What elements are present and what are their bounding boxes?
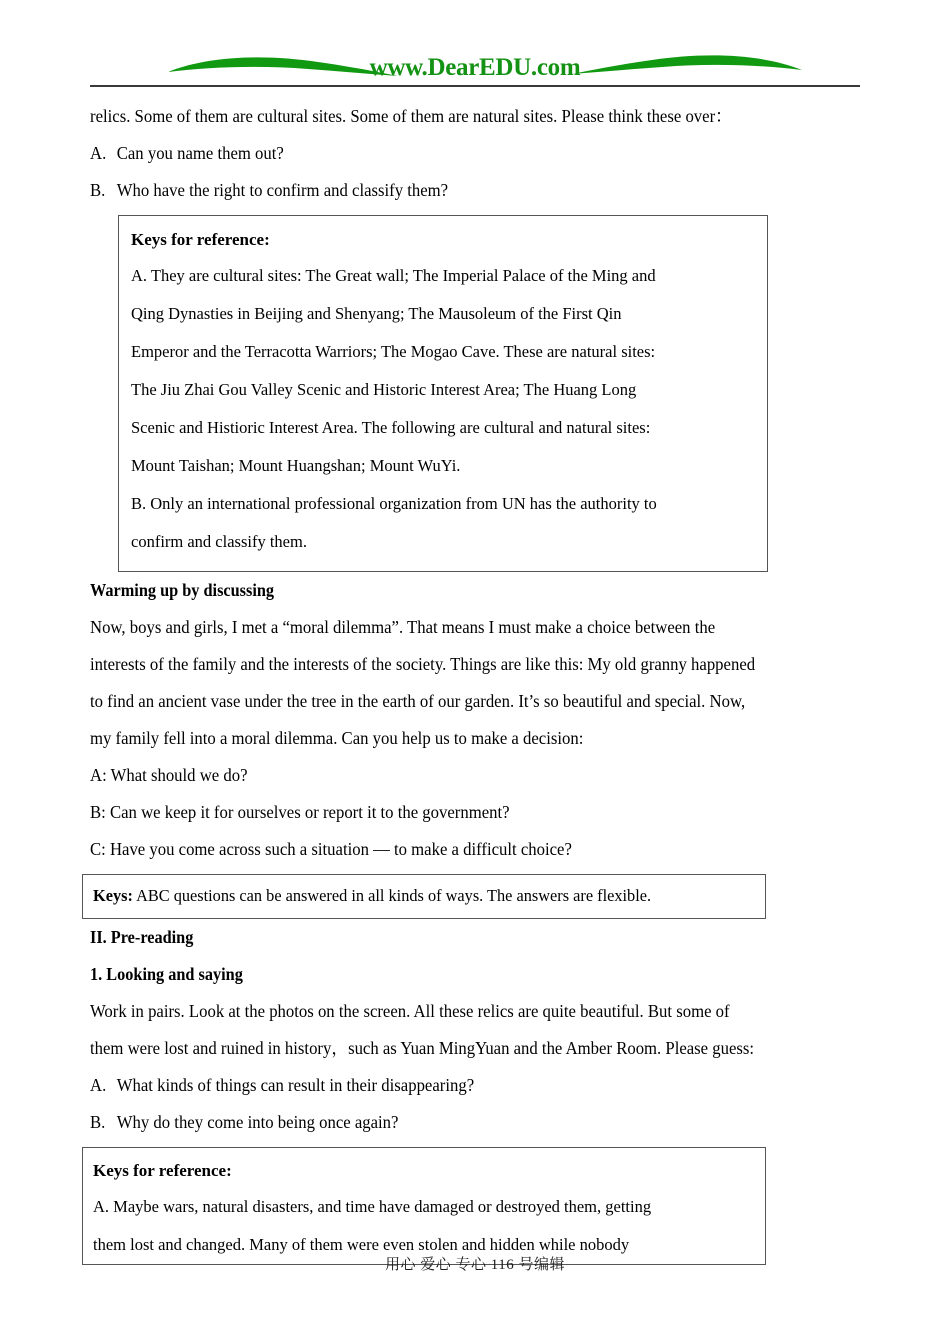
warming-up-line: my family fell into a moral dilemma. Can you help us to make a decision: (90, 728, 584, 748)
page-header (90, 52, 860, 88)
keys-box-1-title: Keys for reference: (131, 230, 270, 249)
header-divider (90, 85, 860, 87)
looking-and-saying-heading: 1. Looking and saying (90, 964, 243, 984)
keys-box-2-title: Keys for reference: (93, 1161, 232, 1180)
keys-box-1-line: confirm and classify them. (131, 532, 307, 551)
keys-inline-text (93, 881, 729, 911)
looking-line: Work in pairs. Look at the photos on the screen. All these relics are quite beautiful. But some of (90, 1001, 730, 1021)
keys-inline-label: Keys: (93, 886, 133, 905)
keys-box-1-line: Emperor and the Terracotta Warriors; The Mogao Cave. These are natural sites: (131, 342, 656, 361)
keys-box-2-line: A. Maybe wars, natural disasters, and time have damaged or destroyed them, getting (93, 1197, 652, 1216)
keys-inline-body: ABC questions can be answered in all kinds of ways. The answers are flexible. (132, 886, 652, 905)
question-b-2-text: Why do they come into being once again? (116, 1112, 399, 1132)
question-a-2-label: A. (90, 1075, 107, 1095)
keys-inline-box (82, 874, 766, 919)
question-a-1-text: Can you name them out? (116, 143, 284, 163)
keys-box-1-line: The Jiu Zhai Gou Valley Scenic and Historic Interest Area; The Huang Long (131, 380, 637, 399)
question-a-1-label: A. (90, 143, 107, 163)
question-b-2-label: B. (90, 1112, 106, 1132)
keys-box-1-line: B. Only an international professional organization from UN has the authority to (131, 494, 657, 513)
keys-box-1-line: Scenic and Histioric Interest Area. The following are cultural and natural sites: (131, 418, 651, 437)
question-b-2 (90, 1104, 827, 1141)
swoosh-left-icon (168, 54, 398, 78)
keys-box-1-line: Qing Dynasties in Beijing and Shenyang; The Mausoleum of the First Qin (131, 304, 622, 323)
question-b-1-label: B. (90, 180, 106, 200)
looking-line: them were lost and ruined in history，such as Yuan MingYuan and the Amber Room. Please guess: (90, 1038, 755, 1058)
warming-up-heading: Warming up by discussing (90, 580, 275, 600)
question-a-2-text: What kinds of things can result in their disappearing? (116, 1075, 475, 1095)
swoosh-right-icon (572, 52, 802, 76)
keys-box-2-line: them lost and changed. Many of them were even stolen and hidden while nobody (93, 1235, 630, 1254)
site-logo-text: www.DearEDU.com (369, 53, 581, 81)
question-b-1 (90, 172, 827, 209)
discussion-item-a: A: What should we do? (90, 765, 248, 785)
question-a-1 (90, 135, 827, 172)
discussion-item-c: C: Have you come across such a situation — to make a difficult choice? (90, 839, 572, 859)
keys-box-1-line: Mount Taishan; Mount Huangshan; Mount WuYi. (131, 456, 461, 475)
discussion-item-b: B: Can we keep it for ourselves or report it to the government? (90, 802, 510, 822)
question-b-1-text: Who have the right to confirm and classify them? (116, 180, 449, 200)
warming-up-line: interests of the family and the interests of the society. Things are like this: My old granny happened (90, 654, 756, 674)
intro-paragraph: relics. Some of them are cultural sites. Some of them are natural sites. Please think these over： (90, 106, 732, 126)
warming-up-line: Now, boys and girls, I met a “moral dilemma”. That means I must make a choice between the (90, 617, 716, 637)
question-a-2 (90, 1067, 827, 1104)
warming-up-line: to find an ancient vase under the tree in the earth of our garden. It’s so beautiful and special. Now, (90, 691, 746, 711)
keys-box-1-line: A. They are cultural sites: The Great wall; The Imperial Palace of the Ming and (131, 266, 656, 285)
site-logo (90, 52, 860, 82)
page-footer: 用心 爱心 专心 116 号编辑 (385, 1257, 565, 1273)
pre-reading-heading: II. Pre-reading (90, 927, 194, 947)
document-body (90, 98, 862, 1265)
keys-for-reference-box-1 (118, 215, 768, 572)
keys-for-reference-box-2 (82, 1147, 766, 1265)
